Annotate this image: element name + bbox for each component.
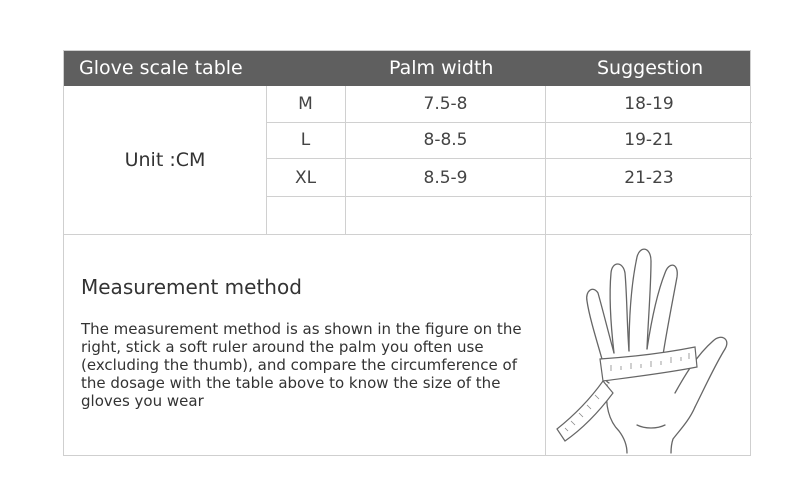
table-title: Glove scale table xyxy=(79,57,243,79)
suggestion-cell: 21-23 xyxy=(624,168,674,188)
table-header xyxy=(64,51,750,86)
glove-size-table xyxy=(63,50,751,456)
size-cell: XL xyxy=(294,168,317,188)
hand-with-measuring-tape-icon xyxy=(545,235,751,455)
size-cell: M xyxy=(298,94,313,114)
suggestion-cell: 19-21 xyxy=(624,130,674,150)
suggestion-cell: 18-19 xyxy=(624,94,674,114)
divider xyxy=(266,122,752,123)
palm-width-cell: 8-8.5 xyxy=(423,130,468,150)
palm-width-cell: 7.5-8 xyxy=(423,94,468,114)
palm-width-header: Palm width xyxy=(389,57,494,79)
palm-width-cell: 8.5-9 xyxy=(423,168,468,188)
unit-label: Unit :CM xyxy=(124,149,206,171)
suggestion-header: Suggestion xyxy=(597,57,704,79)
measurement-title: Measurement method xyxy=(81,275,302,299)
divider xyxy=(266,196,752,197)
size-cell: L xyxy=(300,130,311,150)
measurement-description: The measurement method is as shown in the figure on the right, stick a soft ruler around the palm you often use (excluding the thumb), and compare the circumference of the dosage with the table above to know the size of the gloves you wear xyxy=(81,320,522,410)
divider xyxy=(266,158,752,159)
